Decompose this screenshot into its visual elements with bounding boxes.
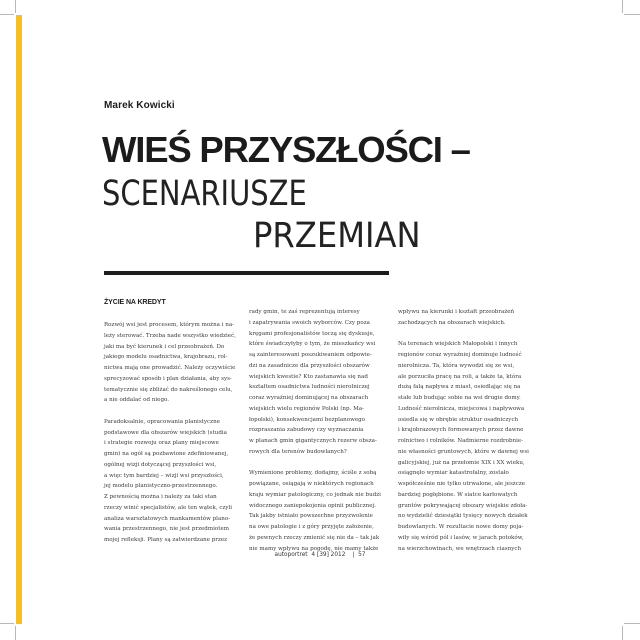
text-line: jakiego modelu osadnictwa, krajobrazu, rol-: [104, 354, 228, 361]
text-line: nictwa mają one prowadzić. Należy oczywiście: [104, 365, 236, 371]
text-line: Rozwój wsi jest procesem, którym można i na-: [104, 322, 235, 328]
author-name: Marek Kowicki: [104, 100, 175, 111]
text-line: kraju wymiar patologiczny, co jednak nie budzi: [249, 491, 381, 498]
text-line: współcześnie nie tylko utrwalone, ale jeszcze: [398, 481, 526, 487]
text-line: Wymienione problemy, dodajmy, ściśle z sobą: [249, 470, 377, 477]
title-line-3: PRZEMIAN: [253, 216, 421, 256]
text-line: osiedla się w obrębie struktur osadniczych: [398, 416, 519, 423]
text-line: wiejskich kwestie? Kto zastanawia się nad: [249, 373, 368, 380]
text-line: rowych dla terenów budowlanych?: [249, 448, 347, 455]
crop-mark-br-h: [624, 623, 640, 624]
crop-mark-bl-v: [15, 626, 16, 640]
text-line: sprecyzować sposób i plan działania, aby sys-: [104, 375, 232, 382]
text-line: ogólnej wizji dotyczącej przyszłości wsi,: [104, 461, 217, 468]
crop-mark-tl-v: [15, 0, 16, 13]
text-line: podstawowe dla obszarów wiejskich (studia: [104, 429, 227, 436]
text-line: Na terenach wiejskich Małopolski i innych: [398, 341, 518, 348]
text-line: dużą falą napływa z miast, osiedlając się na: [398, 384, 521, 391]
text-line: galicyjskiej, już na przełomie XIX i XX wieku,: [398, 459, 525, 466]
crop-mark-tl-h: [0, 14, 14, 15]
text-line: coraz wyraźniej dominującej na obszarach: [249, 395, 369, 401]
footer-issue: 4 [39] 2012: [311, 552, 346, 558]
text-line: no wydzielić dziesiątki tysięcy nowych działek: [398, 513, 528, 520]
title-line-1: WIEŚ PRZYSZŁOŚCI –: [102, 129, 470, 170]
text-line: analiza warsztatowych mankamentów plano-: [104, 515, 231, 522]
text-line: regionów coraz wyraźniej dominuje ludność: [398, 352, 522, 358]
text-line: i strategie rozwoju oraz plany miejscowe: [104, 440, 219, 447]
text-line: widocznego zaniepokojenia opinii publicznej.: [249, 502, 376, 509]
text-line: dzi na zasadnicze dla przyszłości obszarów: [249, 362, 370, 369]
text-line: bardziej pogłębione. W siatce karłowatych: [398, 491, 518, 498]
text-line: rady gmin, te zaś reprezentują interesy: [249, 309, 360, 315]
text-line: wiły się wśród pól i lasów, w jarach potoków,: [398, 534, 524, 541]
text-line: kształtem osadnictwa ludności nierolniczej: [249, 384, 370, 391]
accent-bar: [16, 15, 22, 624]
crop-mark-bl-h: [0, 623, 14, 624]
text-line: które świadczyłyby o tym, że mieszkańcy wsi: [249, 341, 376, 348]
text-line: Paradoksalnie, opracowania planistyczne: [104, 418, 220, 425]
text-line: gruntów pokrywającej obszary wiejskie zdoła-: [398, 502, 528, 509]
text-line: ale porzuciła pracę na roli, a także ta, która: [398, 373, 522, 380]
text-line: Z pewnością można i należy za taki stan: [104, 494, 217, 500]
paragraph: [249, 307, 392, 458]
paragraph: [249, 468, 392, 554]
text-line: rozpraszania zabudowy czy wyznaczania: [249, 427, 364, 434]
text-line: i krajobrazowych formowanych przez dawne: [398, 427, 524, 434]
text-line: wiejskich wielu regionów Polski (np. Ma-: [249, 405, 364, 412]
text-line: a więc tym bardziej – wizji wsi przyszłości,: [104, 472, 224, 479]
text-line: są zainteresowani poszukiwaniem odpowie-: [249, 352, 372, 358]
text-line: na wierzchowinach, we wnętrzach ciasnych: [398, 545, 522, 552]
text-line: rolnictwo i rolników. Nadmierne rozdrobnie-: [398, 438, 524, 444]
text-line: zachodzących na obszarach wiejskich.: [398, 319, 506, 326]
text-line: że pewnych rzeczy zmienić się nie da – tak jak: [249, 534, 380, 541]
paragraph: [398, 339, 541, 554]
paragraph: [104, 417, 247, 546]
text-line: na owe patologie i z góry przyjęte założenie,: [249, 524, 374, 530]
paragraph: [398, 307, 541, 329]
text-line: mojej refleksji. Plany są zatwierdzane przez: [104, 537, 228, 543]
footer-magazine: autoportret: [274, 552, 308, 558]
text-line: wania przestrzennego, nie jest przedmiotem: [104, 526, 229, 533]
page-footer: [0, 552, 640, 558]
text-line: rzeczy winić specjalistów, ale ten wątek, czyli: [104, 504, 233, 511]
title-line-2: SCENARIUSZE: [102, 174, 307, 214]
text-line: Ludność nierolnicza, miejscowa i napływowa: [398, 405, 525, 412]
text-line: jej modelu planistyczno-przestrzennego.: [104, 483, 218, 490]
paragraph: [104, 320, 247, 406]
text-line: a nie oddalać od niego.: [104, 397, 169, 404]
section-heading: ŻYCIE NA KREDYT: [104, 299, 166, 306]
footer-separator: |: [352, 552, 355, 558]
text-line: jaki ma być kierunek i cel przeobrażeń. Do: [104, 343, 225, 350]
text-line: w planach gmin gigantycznych rezerw obsza-: [249, 438, 377, 444]
text-line: Tak jakby istniało powszechne przyzwolenie: [249, 513, 373, 520]
text-line: wpływu na kierunki i kształt przeobrażeń: [398, 309, 515, 315]
text-line: nie własności gruntowych, które w dawnej wsi: [398, 448, 529, 455]
text-line: leży sterować. Trzeba nade wszystko wiedzieć,: [104, 332, 236, 339]
text-line: stałe lub budując sobie na wsi drugie domy.: [398, 395, 521, 401]
text-line: kręgami profesjonalistów toczą się dyskusje,: [249, 330, 375, 337]
text-column-1: [104, 298, 247, 557]
crop-mark-tr-v: [622, 0, 623, 13]
text-line: powiązane, osiągają w niektórych regionach: [249, 481, 374, 487]
text-column-2: [249, 307, 392, 565]
text-line: gmin) na ogół są pozbawione zdefiniowanej,: [104, 451, 229, 457]
text-line: i zapatrywania swoich wyborców. Czy poza: [249, 319, 370, 326]
crop-mark-br-v: [622, 626, 623, 640]
text-line: tematycznie się zbliżać do nakreślonego celu,: [104, 386, 233, 393]
text-line: łopolski), konsekwencjami bezplanowego: [249, 416, 365, 423]
title-rule: [104, 271, 389, 275]
text-line: nierolnicza. Ta, która wywodzi się ze wsi,: [398, 362, 515, 369]
text-line: osiągnęło wymiar katastrofalny, zostało: [398, 470, 509, 477]
text-column-3: [398, 307, 541, 565]
page-number: 57: [358, 552, 366, 558]
text-line: nie mamy wpływu na pogodę, nie mamy także: [249, 545, 379, 552]
crop-mark-tr-h: [624, 14, 640, 15]
text-line: budowlanych. W rezultacie nowe domy poja-: [398, 524, 524, 530]
